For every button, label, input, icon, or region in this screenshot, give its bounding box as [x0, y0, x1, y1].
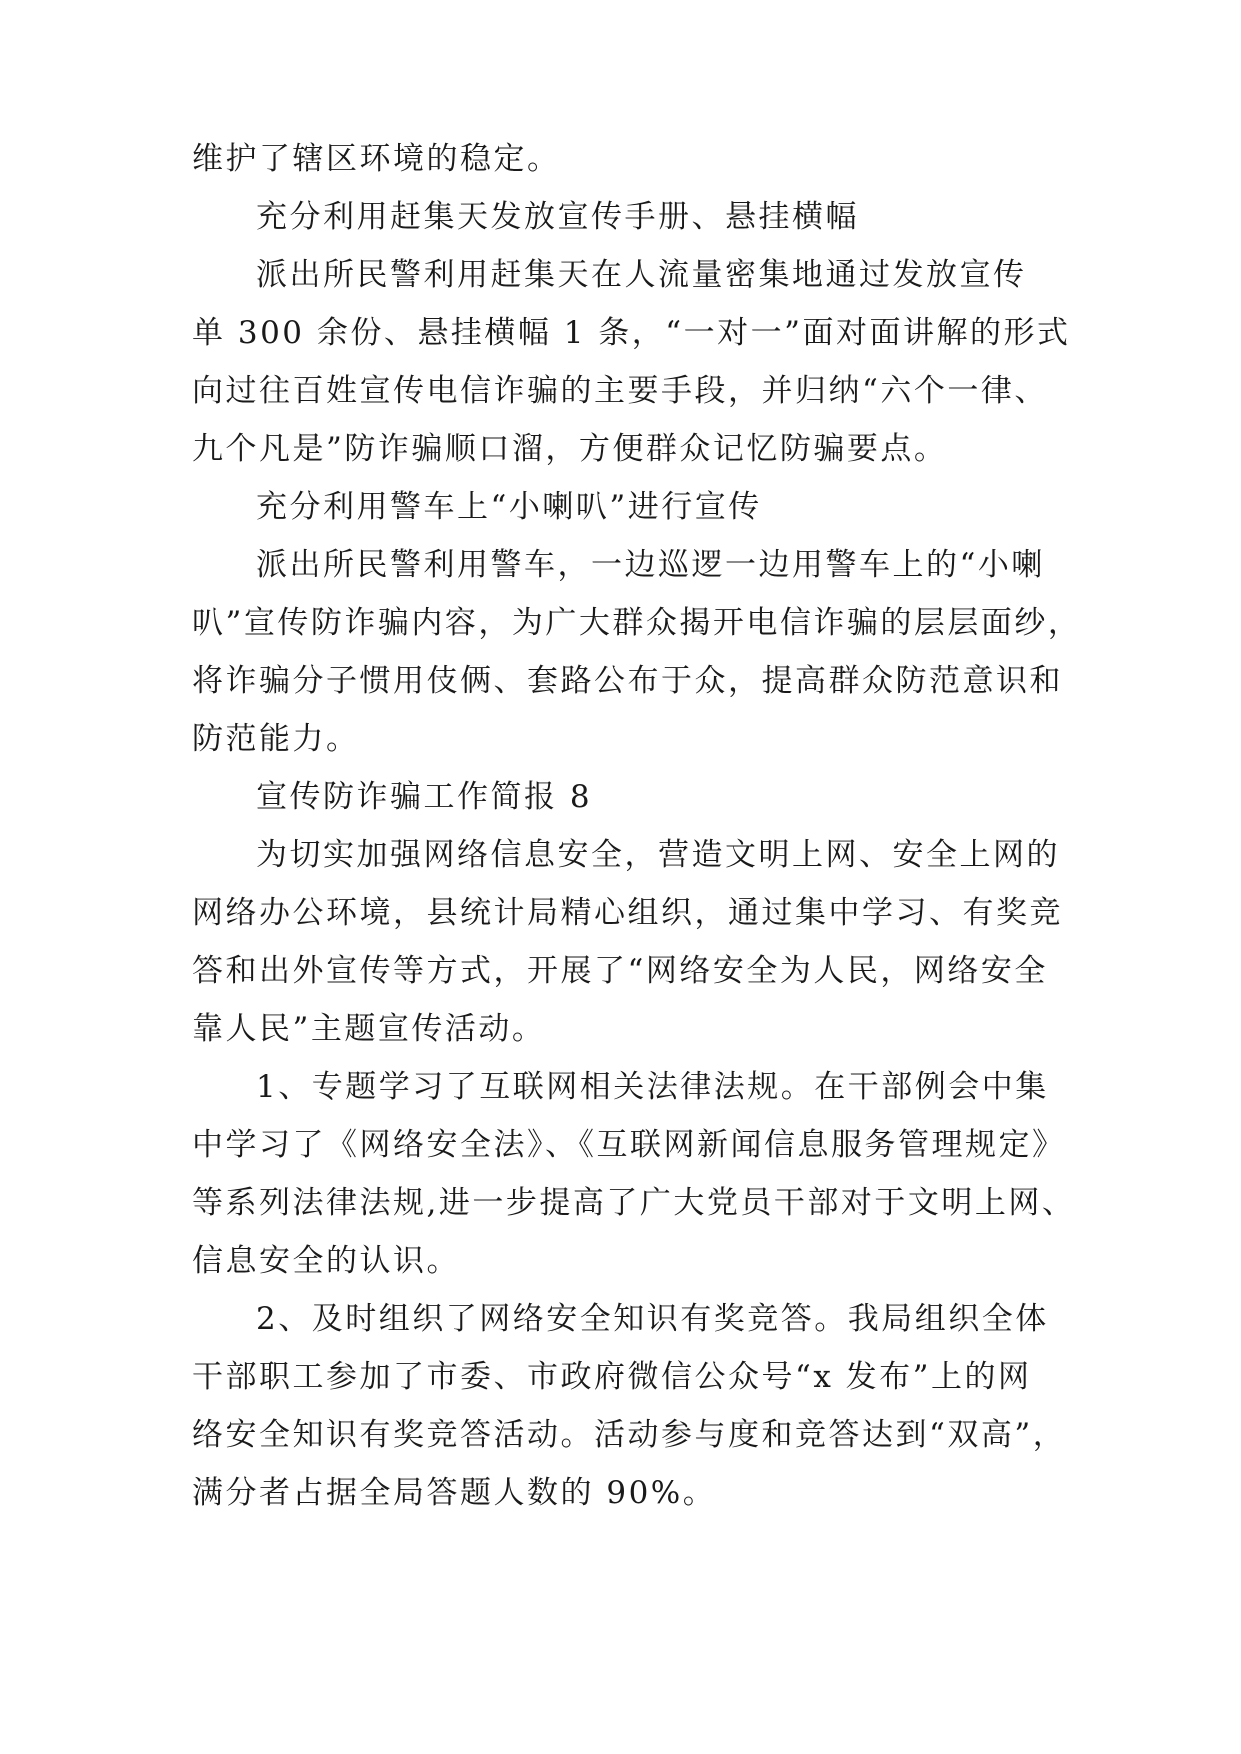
document-body — [192, 130, 1082, 1522]
text-line: 靠人民”主题宣传活动。 — [192, 1011, 546, 1047]
text-line: 信息安全的认识。 — [192, 1243, 460, 1279]
text-line: 为切实加强网络信息安全，营造文明上网、安全上网的 — [256, 837, 1060, 873]
text-line: 叭”宣传防诈骗内容，为广大群众揭开电信诈骗的层层面纱， — [192, 605, 1082, 641]
text-line: 络安全知识有奖竞答活动。活动参与度和竞答达到“双高”， — [192, 1417, 1067, 1453]
text-line: 满分者占据全局答题人数的 90%。 — [192, 1475, 717, 1511]
text-line: 答和出外宣传等方式，开展了“网络安全为人民，网络安全 — [192, 953, 1048, 989]
section-heading: 充分利用赶集天发放宣传手册、悬挂横幅 — [256, 199, 859, 235]
text-line: 将诈骗分子惯用伎俩、套路公布于众，提高群众防范意识和 — [192, 663, 1063, 699]
text-line: 网络办公环境，县统计局精心组织，通过集中学习、有奖竞 — [192, 895, 1063, 931]
text-line: 干部职工参加了市委、市政府微信公众号“x 发布”上的网 — [192, 1359, 1032, 1395]
text-line: 向过往百姓宣传电信诈骗的主要手段，并归纳“六个一律、 — [192, 373, 1048, 409]
section-heading: 宣传防诈骗工作简报 8 — [256, 779, 593, 815]
text-line: 等系列法律法规,进一步提高了广大党员干部对于文明上网、 — [192, 1185, 1076, 1221]
text-line: 维护了辖区环境的稳定。 — [192, 141, 561, 177]
text-line: 派出所民警利用赶集天在人流量密集地通过发放宣传 — [256, 257, 1027, 293]
text-line: 九个凡是”防诈骗顺口溜，方便群众记忆防骗要点。 — [192, 431, 948, 467]
text-line: 防范能力。 — [192, 721, 360, 757]
text-line: 2、及时组织了网络安全知识有奖竞答。我局组织全体 — [256, 1301, 1049, 1337]
text-line: 派出所民警利用警车，一边巡逻一边用警车上的“小喇 — [256, 547, 1045, 583]
text-line: 单 300 余份、悬挂横幅 1 条，“一对一”面对面讲解的形式 — [192, 315, 1071, 351]
section-heading: 充分利用警车上“小喇叭”进行宣传 — [256, 489, 762, 525]
text-line: 中学习了《网络安全法》、《互联网新闻信息服务管理规定》 — [192, 1127, 1066, 1163]
text-line: 1、专题学习了互联网相关法律法规。在干部例会中集 — [256, 1069, 1049, 1105]
